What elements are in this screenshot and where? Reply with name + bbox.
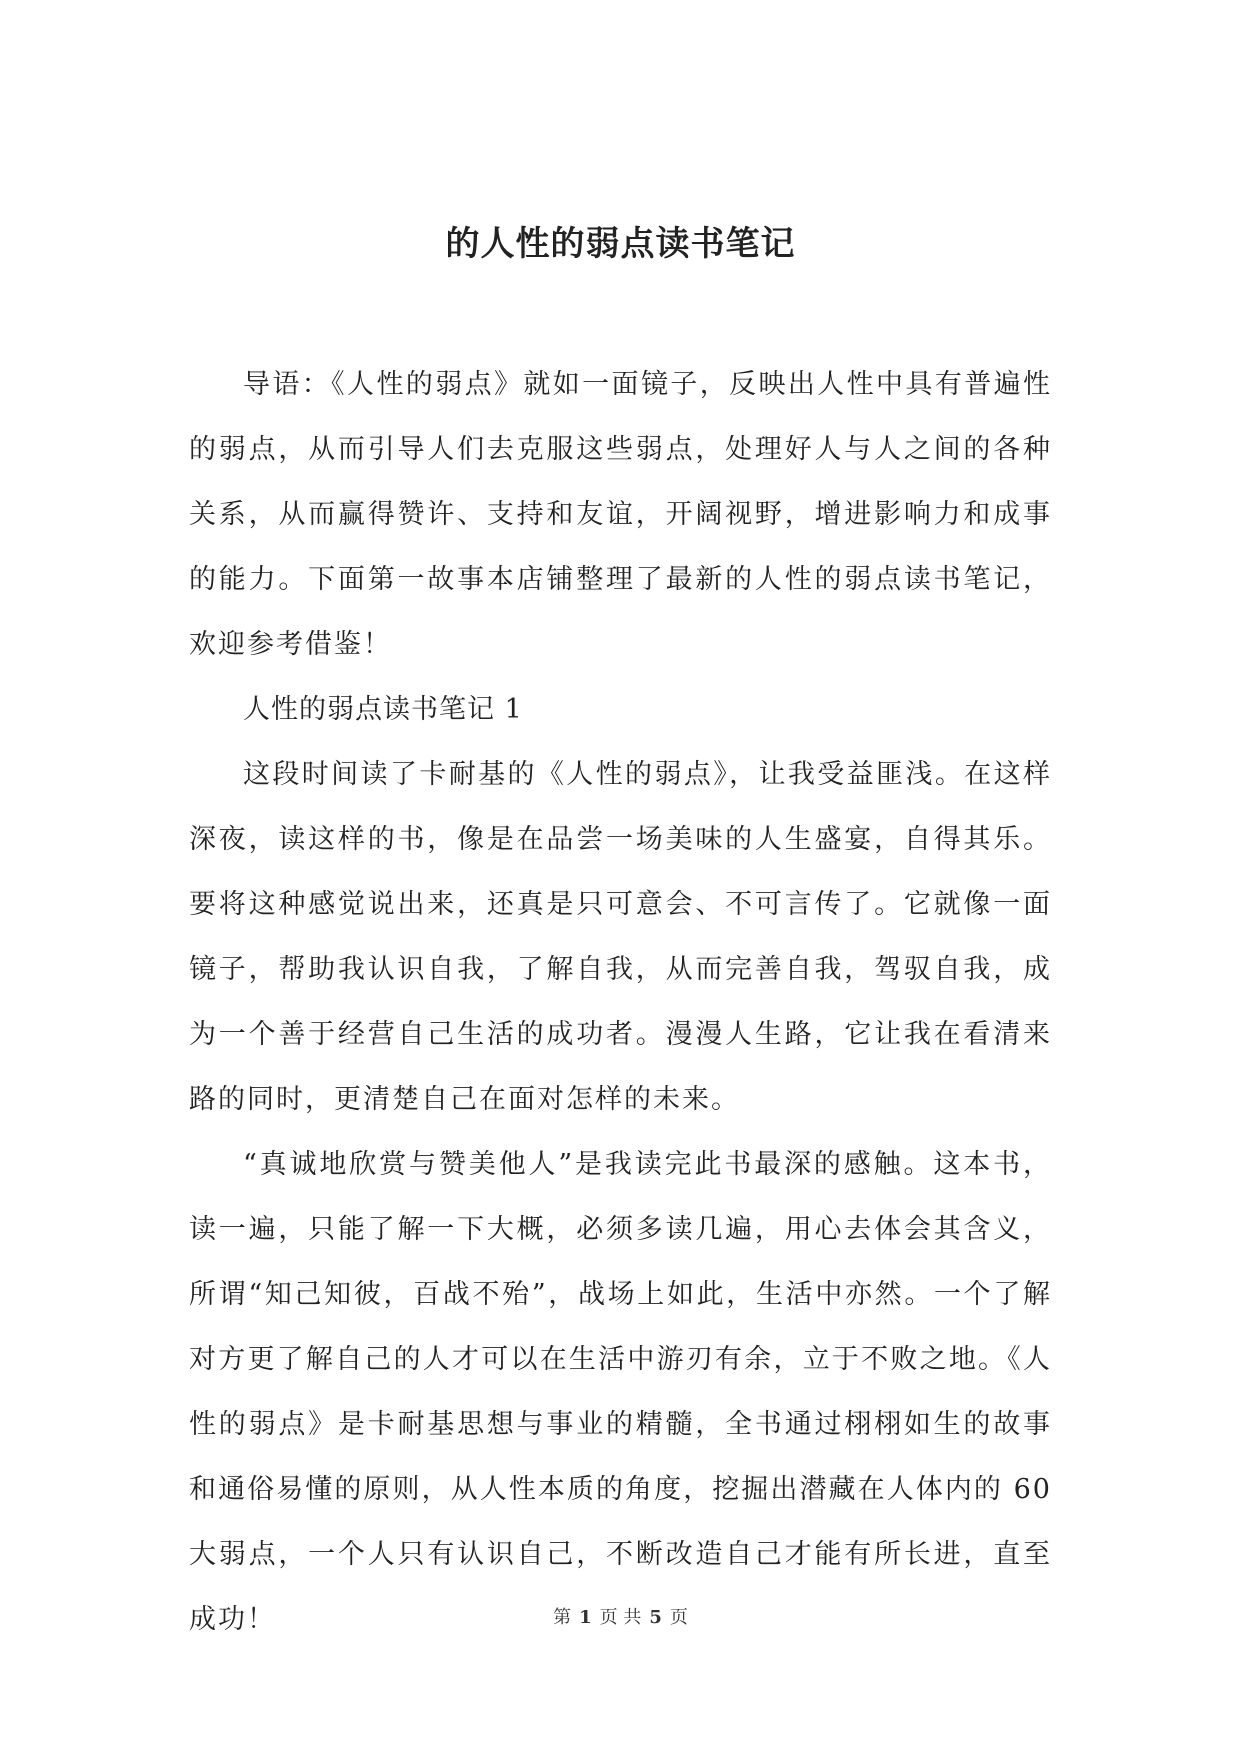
- body-paragraph: 这段时间读了卡耐基的《人性的弱点》，让我受益匪浅。在这样深夜，读这样的书，像是在品尝一场美味的人生盛宴，自得其乐。要将这种感觉说出来，还真是只可意会、不可言传了。它就像一面镜子，帮助我认识自我，了解自我，从而完善自我，驾驭自我，成为一个善于经营自己生活的成功者。漫漫人生路，它让我在看清来路的同时，更清楚自己在面对怎样的未来。: [189, 759, 1052, 1115]
- page-footer: [0, 1606, 1241, 1630]
- footer-prefix: 第: [553, 1607, 572, 1628]
- document-body: [189, 352, 1052, 1652]
- footer-middle: 页 共: [599, 1607, 642, 1628]
- page-title: 的人性的弱点读书笔记: [445, 224, 796, 264]
- current-page-number: 1: [579, 1607, 592, 1628]
- intro-paragraph: 导语：《人性的弱点》就如一面镜子，反映出人性中具有普遍性的弱点，从而引导人们去克服这些弱点，处理好人与人之间的各种关系，从而赢得赞许、支持和友谊，开阔视野，增进影响力和成事的能力。下面第一故事本店铺整理了最新的人性的弱点读书笔记，欢迎参考借鉴！: [189, 369, 1052, 660]
- section-heading: 人性的弱点读书笔记 1: [243, 694, 523, 725]
- footer-suffix: 页: [669, 1607, 688, 1628]
- total-page-number: 5: [649, 1607, 662, 1628]
- body-paragraph: “真诚地欣赏与赞美他人”是我读完此书最深的感触。这本书，读一遍，只能了解一下大概，必须多读几遍，用心去体会其含义，所谓“知己知彼，百战不殆”，战场上如此，生活中亦然。一个了解对方更了解自己的人才可以在生活中游刃有余，立于不败之地。《人性的弱点》是卡耐基思想与事业的精髓，全书通过栩栩如生的故事和通俗易懂的原则，从人性本质的角度，挖掘出潜藏在人体内的 60 大弱点，一个人只有认识自己，不断改造自己才能有所长进，直至成功！: [189, 1149, 1052, 1635]
